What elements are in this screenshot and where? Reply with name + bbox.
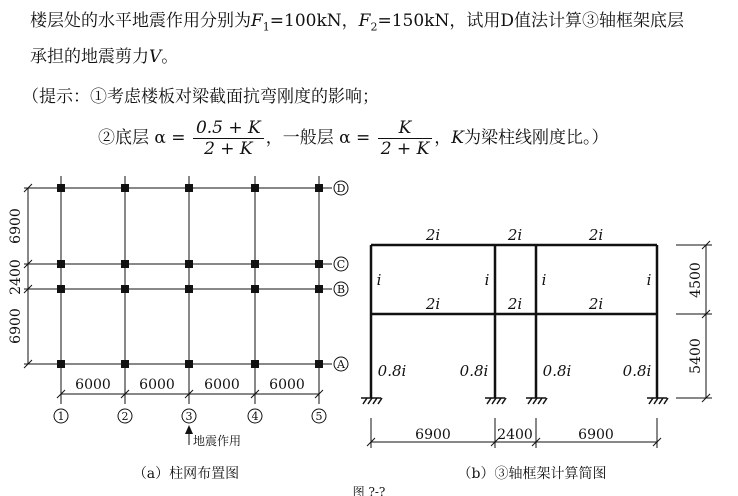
axis-label-4: 4	[251, 410, 259, 423]
upper-column-stiffness: i	[376, 271, 382, 289]
seismic-arrowhead-icon	[185, 425, 193, 434]
fixed-support-icon	[647, 398, 668, 404]
f1-value: =100kN，	[269, 11, 359, 31]
upper-column-stiffness: i	[541, 271, 547, 289]
story-height-label: 5400	[688, 338, 704, 374]
column-grid-plan	[24, 176, 348, 445]
axis-label-3: 3	[185, 410, 193, 423]
lower-column-stiffness: 0.8i	[622, 362, 652, 380]
fraction-denominator: 2 + K	[380, 139, 430, 159]
axis-label-D: D	[336, 182, 346, 195]
f2-subscript: 2	[370, 20, 378, 34]
axis-label-2: 2	[121, 410, 129, 423]
figure-b-caption: （b）③轴框架计算简图	[457, 466, 607, 482]
span-dimension-label: 6900	[415, 427, 451, 443]
col-dimension: 6000	[75, 377, 111, 393]
top-beam-stiffness: 2i	[588, 226, 604, 244]
problem-text: 楼层处的水平地震作用分别为	[30, 11, 251, 31]
fraction-numerator: 0.5 + K	[193, 118, 264, 139]
row-dimension: 6900	[8, 208, 24, 244]
hint-text: ，	[434, 128, 452, 148]
upper-column-stiffness: i	[646, 271, 652, 289]
seismic-action-label: 地震作用	[193, 434, 242, 448]
story-height-label: 4500	[688, 262, 704, 298]
row-dimension: 2400	[8, 259, 24, 295]
hint-text: （提示：①考虑楼板对梁截面抗弯刚度的影响；	[22, 87, 379, 107]
f2-symbol: F	[358, 11, 371, 31]
f1-symbol: F	[251, 11, 263, 31]
col-dimension: 6000	[139, 377, 175, 393]
fixed-support-icon	[361, 398, 382, 404]
lower-column-stiffness: 0.8i	[377, 362, 407, 380]
span-dimension-label: 2400	[497, 427, 533, 443]
figure-a-caption: （a）柱网布置图	[132, 466, 240, 482]
col-dimension: 6000	[269, 377, 305, 393]
hint-text: ，一般层 α =	[265, 128, 371, 148]
axis-label-5: 5	[315, 410, 323, 423]
upper-column-stiffness: i	[484, 271, 490, 289]
frame-diagram	[361, 241, 712, 448]
axis-label-1: 1	[57, 410, 65, 423]
f1-subscript: 1	[262, 20, 270, 34]
v-symbol: V	[149, 47, 162, 67]
row-dimension: 6900	[8, 308, 24, 344]
problem-text: 承担的地震剪力	[30, 47, 149, 67]
figure-number: 图 ?-?	[352, 485, 386, 496]
fraction-denominator: 2 + K	[204, 139, 253, 159]
col-dimension: 6000	[204, 377, 240, 393]
hint-text: ②底层 α =	[98, 128, 186, 148]
mid-beam-stiffness: 2i	[588, 295, 604, 313]
k-symbol: K	[451, 128, 464, 148]
top-beam-stiffness: 2i	[425, 226, 441, 244]
problem-text-end: 。	[161, 47, 179, 67]
hint-text: 为梁柱线刚度比。）	[463, 128, 609, 148]
top-beam-stiffness: 2i	[507, 226, 523, 244]
fraction-numerator: K	[378, 118, 433, 139]
span-dimension-label: 6900	[578, 427, 614, 443]
axis-label-C: C	[336, 258, 346, 271]
axis-label-A: A	[337, 358, 345, 371]
mid-beam-stiffness: 2i	[425, 295, 441, 313]
lower-column-stiffness: 0.8i	[459, 362, 489, 380]
fixed-support-icon	[526, 398, 547, 404]
f2-value: =150kN，试用D值法计算③轴框架底层	[377, 11, 684, 31]
lower-column-stiffness: 0.8i	[542, 362, 572, 380]
fixed-support-icon	[485, 398, 506, 404]
column-markers	[57, 184, 323, 368]
axis-label-B: B	[336, 283, 346, 296]
mid-beam-stiffness: 2i	[507, 295, 523, 313]
